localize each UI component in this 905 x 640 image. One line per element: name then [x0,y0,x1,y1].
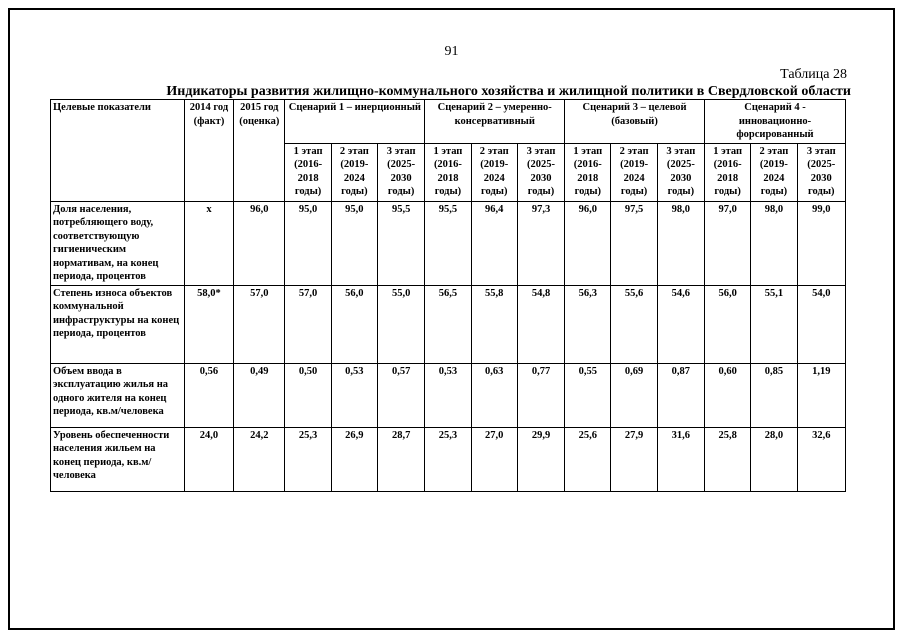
value-scenario-4-stage-1: 97,0 [705,201,751,285]
table-row [51,427,846,491]
value-scenario-1-stage-1: 25,3 [285,427,331,491]
value-scenario-3-stage-2: 27,9 [611,427,657,491]
header-indicators: Целевые показатели [51,100,185,202]
header-scenario-1-stage-2: 2 этап (2019-2024 годы) [331,143,377,201]
value-scenario-4-stage-2: 55,1 [751,285,797,363]
header-scenario-3-stage-3: 3 этап (2025-2030 годы) [657,143,704,201]
table-body [51,201,846,491]
indicator-label: Степень износа объектов коммунальной инфраструктуры на конец периода, процентов [51,285,185,363]
value-y2015: 0,49 [234,363,285,427]
value-y2015: 96,0 [234,201,285,285]
value-scenario-1-stage-3: 28,7 [378,427,425,491]
value-scenario-3-stage-1: 56,3 [565,285,611,363]
value-y2015: 57,0 [234,285,285,363]
header-scenario-3: Сценарий 3 – целевой (базовый) [565,100,705,144]
value-scenario-1-stage-2: 95,0 [331,201,377,285]
header-scenario-4-stage-1: 1 этап (2016-2018 годы) [705,143,751,201]
value-scenario-4-stage-3: 1,19 [797,363,845,427]
header-scenario-2-stage-1: 1 этап (2016-2018 годы) [425,143,471,201]
header-scenario-4: Сценарий 4 - инновационно-форсированный [705,100,846,144]
value-scenario-4-stage-2: 28,0 [751,427,797,491]
document-title: Индикаторы развития жилищно-коммунального хозяйства и жилищной политики в Свердловской области [166,84,851,99]
value-scenario-2-stage-2: 96,4 [471,201,517,285]
header-2014: 2014 год (факт) [184,100,233,202]
value-scenario-4-stage-2: 98,0 [751,201,797,285]
header-scenario-1-stage-1: 1 этап (2016-2018 годы) [285,143,331,201]
header-scenario-2-stage-2: 2 этап (2019-2024 годы) [471,143,517,201]
value-scenario-2-stage-1: 25,3 [425,427,471,491]
value-scenario-2-stage-2: 27,0 [471,427,517,491]
value-scenario-1-stage-1: 95,0 [285,201,331,285]
table-row [51,201,846,285]
value-scenario-4-stage-3: 99,0 [797,201,845,285]
value-scenario-1-stage-1: 0,50 [285,363,331,427]
header-scenario-2-stage-3: 3 этап (2025-2030 годы) [517,143,564,201]
value-scenario-3-stage-3: 54,6 [657,285,704,363]
header-scenario-1: Сценарий 1 – инерционный [285,100,425,144]
value-scenario-1-stage-2: 0,53 [331,363,377,427]
value-scenario-3-stage-1: 25,6 [565,427,611,491]
value-scenario-1-stage-3: 0,57 [378,363,425,427]
header-scenario-1-stage-3: 3 этап (2025-2030 годы) [378,143,425,201]
value-scenario-2-stage-2: 55,8 [471,285,517,363]
value-scenario-2-stage-1: 56,5 [425,285,471,363]
value-scenario-3-stage-2: 55,6 [611,285,657,363]
indicator-label: Объем ввода в эксплуатацию жилья на одного жителя на конец периода, кв.м/человека [51,363,185,427]
value-y2014: х [184,201,233,285]
value-y2015: 24,2 [234,427,285,491]
header-scenario-3-stage-2: 2 этап (2019-2024 годы) [611,143,657,201]
value-scenario-3-stage-2: 97,5 [611,201,657,285]
value-scenario-3-stage-3: 0,87 [657,363,704,427]
value-scenario-3-stage-2: 0,69 [611,363,657,427]
value-scenario-4-stage-1: 25,8 [705,427,751,491]
value-scenario-1-stage-3: 95,5 [378,201,425,285]
header-scenario-2: Сценарий 2 – умеренно-консервативный [425,100,565,144]
value-scenario-2-stage-3: 29,9 [517,427,564,491]
value-scenario-1-stage-1: 57,0 [285,285,331,363]
value-scenario-4-stage-3: 32,6 [797,427,845,491]
header-row-scenarios [51,100,846,144]
indicator-label: Уровень обеспеченности населения жильем на конец периода, кв.м/человека [51,427,185,491]
value-scenario-3-stage-3: 31,6 [657,427,704,491]
page-number: 91 [444,44,459,59]
value-scenario-1-stage-2: 26,9 [331,427,377,491]
value-scenario-1-stage-2: 56,0 [331,285,377,363]
header-scenario-4-stage-3: 3 этап (2025-2030 годы) [797,143,845,201]
value-y2014: 0,56 [184,363,233,427]
indicators-table [50,99,846,492]
value-scenario-2-stage-2: 0,63 [471,363,517,427]
table-label: Таблица 28 [780,67,847,82]
value-scenario-2-stage-3: 54,8 [517,285,564,363]
table-row [51,363,846,427]
header-scenario-3-stage-1: 1 этап (2016-2018 годы) [565,143,611,201]
header-2015: 2015 год (оценка) [234,100,285,202]
value-scenario-4-stage-3: 54,0 [797,285,845,363]
value-scenario-2-stage-1: 95,5 [425,201,471,285]
value-scenario-3-stage-1: 0,55 [565,363,611,427]
value-scenario-1-stage-3: 55,0 [378,285,425,363]
value-scenario-4-stage-2: 0,85 [751,363,797,427]
value-scenario-4-stage-1: 56,0 [705,285,751,363]
header-scenario-4-stage-2: 2 этап (2019-2024 годы) [751,143,797,201]
value-scenario-2-stage-3: 97,3 [517,201,564,285]
value-y2014: 58,0* [184,285,233,363]
value-scenario-2-stage-1: 0,53 [425,363,471,427]
table-row [51,285,846,363]
value-scenario-2-stage-3: 0,77 [517,363,564,427]
indicator-label: Доля населения, потребляющего воду, соответствующую гигиеническим нормативам, на конец периода, процентов [51,201,185,285]
value-scenario-3-stage-3: 98,0 [657,201,704,285]
value-scenario-3-stage-1: 96,0 [565,201,611,285]
value-scenario-4-stage-1: 0,60 [705,363,751,427]
value-y2014: 24,0 [184,427,233,491]
